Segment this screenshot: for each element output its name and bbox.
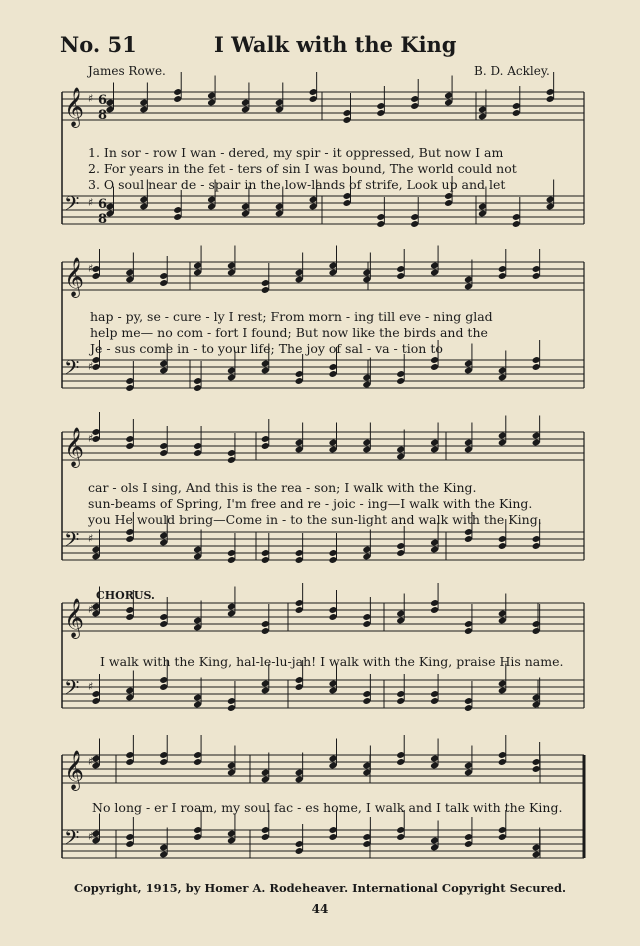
- key-signature-sharp-icon: ♯: [88, 532, 94, 545]
- bass-clef-icon: 𝄢: [64, 826, 80, 854]
- verse-2-line-2: help me— no com - fort I found; But now like the birds and the: [90, 325, 488, 340]
- bass-clef-icon: 𝄢: [64, 356, 80, 384]
- verse-1-line-2: hap - py, se - cure - ly I rest; From morn - ing till eve - ning glad: [90, 309, 493, 324]
- key-signature-sharp-icon: ♯: [88, 360, 94, 373]
- lyricist-credit: James Rowe.: [88, 64, 166, 78]
- time-signature: 8: [98, 108, 108, 123]
- treble-clef-icon: 𝄞: [64, 598, 85, 638]
- hymn-number: No. 51: [60, 32, 137, 57]
- hymn-title: I Walk with the King: [214, 32, 457, 57]
- time-signature: 6: [98, 93, 108, 108]
- composer-credit: B. D. Ackley.: [474, 64, 550, 78]
- bass-clef-icon: 𝄢: [64, 192, 80, 220]
- bass-clef-icon: 𝄢: [64, 528, 80, 556]
- key-signature-sharp-icon: ♯: [88, 262, 94, 275]
- key-signature-sharp-icon: ♯: [88, 680, 94, 693]
- verse-3-line-3: you He would bring—Come in - to the sun-light and walk with the King.: [88, 512, 542, 527]
- clefs-and-signatures: [64, 87, 107, 854]
- verse-3-line-2: Je - sus come in - to your life; The joy of sal - va - tion to: [90, 341, 443, 356]
- key-signature-sharp-icon: ♯: [88, 196, 94, 209]
- verse-2-line-1: 2. For years in the fet - ters of sin I was bound, The world could not: [88, 161, 517, 176]
- chorus-label: CHORUS.: [96, 589, 155, 602]
- copyright-notice: Copyright, 1915, by Homer A. Rodeheaver. International Copyright Secured.: [73, 881, 567, 895]
- treble-clef-icon: 𝄞: [64, 87, 85, 127]
- verse-2-line-3: sun-beams of Spring, I'm free and re - joic - ing—I walk with the King.: [88, 496, 533, 511]
- verse-1-line-3: car - ols I sing, And this is the rea - son; I walk with the King.: [88, 480, 477, 495]
- bass-clef-icon: 𝄢: [64, 676, 80, 704]
- key-signature-sharp-icon: ♯: [88, 830, 94, 843]
- key-signature-sharp-icon: ♯: [88, 92, 94, 105]
- time-signature: 8: [98, 212, 108, 227]
- verse-3-line-1: 3. O soul near de - spair in the low-lands of strife, Look up and let: [88, 177, 506, 192]
- key-signature-sharp-icon: ♯: [88, 603, 94, 616]
- treble-clef-icon: 𝄞: [64, 427, 85, 467]
- time-signature: 6: [98, 197, 108, 212]
- key-signature-sharp-icon: ♯: [88, 755, 94, 768]
- treble-clef-icon: 𝄞: [64, 750, 85, 790]
- chorus-line-2: No long - er I roam, my soul fac - es home, I walk and I talk with the King.: [92, 800, 563, 815]
- key-signature-sharp-icon: ♯: [88, 432, 94, 445]
- treble-clef-icon: 𝄞: [64, 257, 85, 297]
- page-number: 44: [311, 902, 329, 916]
- chorus-line-1: I walk with the King, hal-le-lu-jah! I walk with the King, praise His name.: [100, 654, 564, 669]
- verse-1-line-1: 1. In sor - row I wan - dered, my spir - it oppressed, But now I am: [88, 145, 504, 160]
